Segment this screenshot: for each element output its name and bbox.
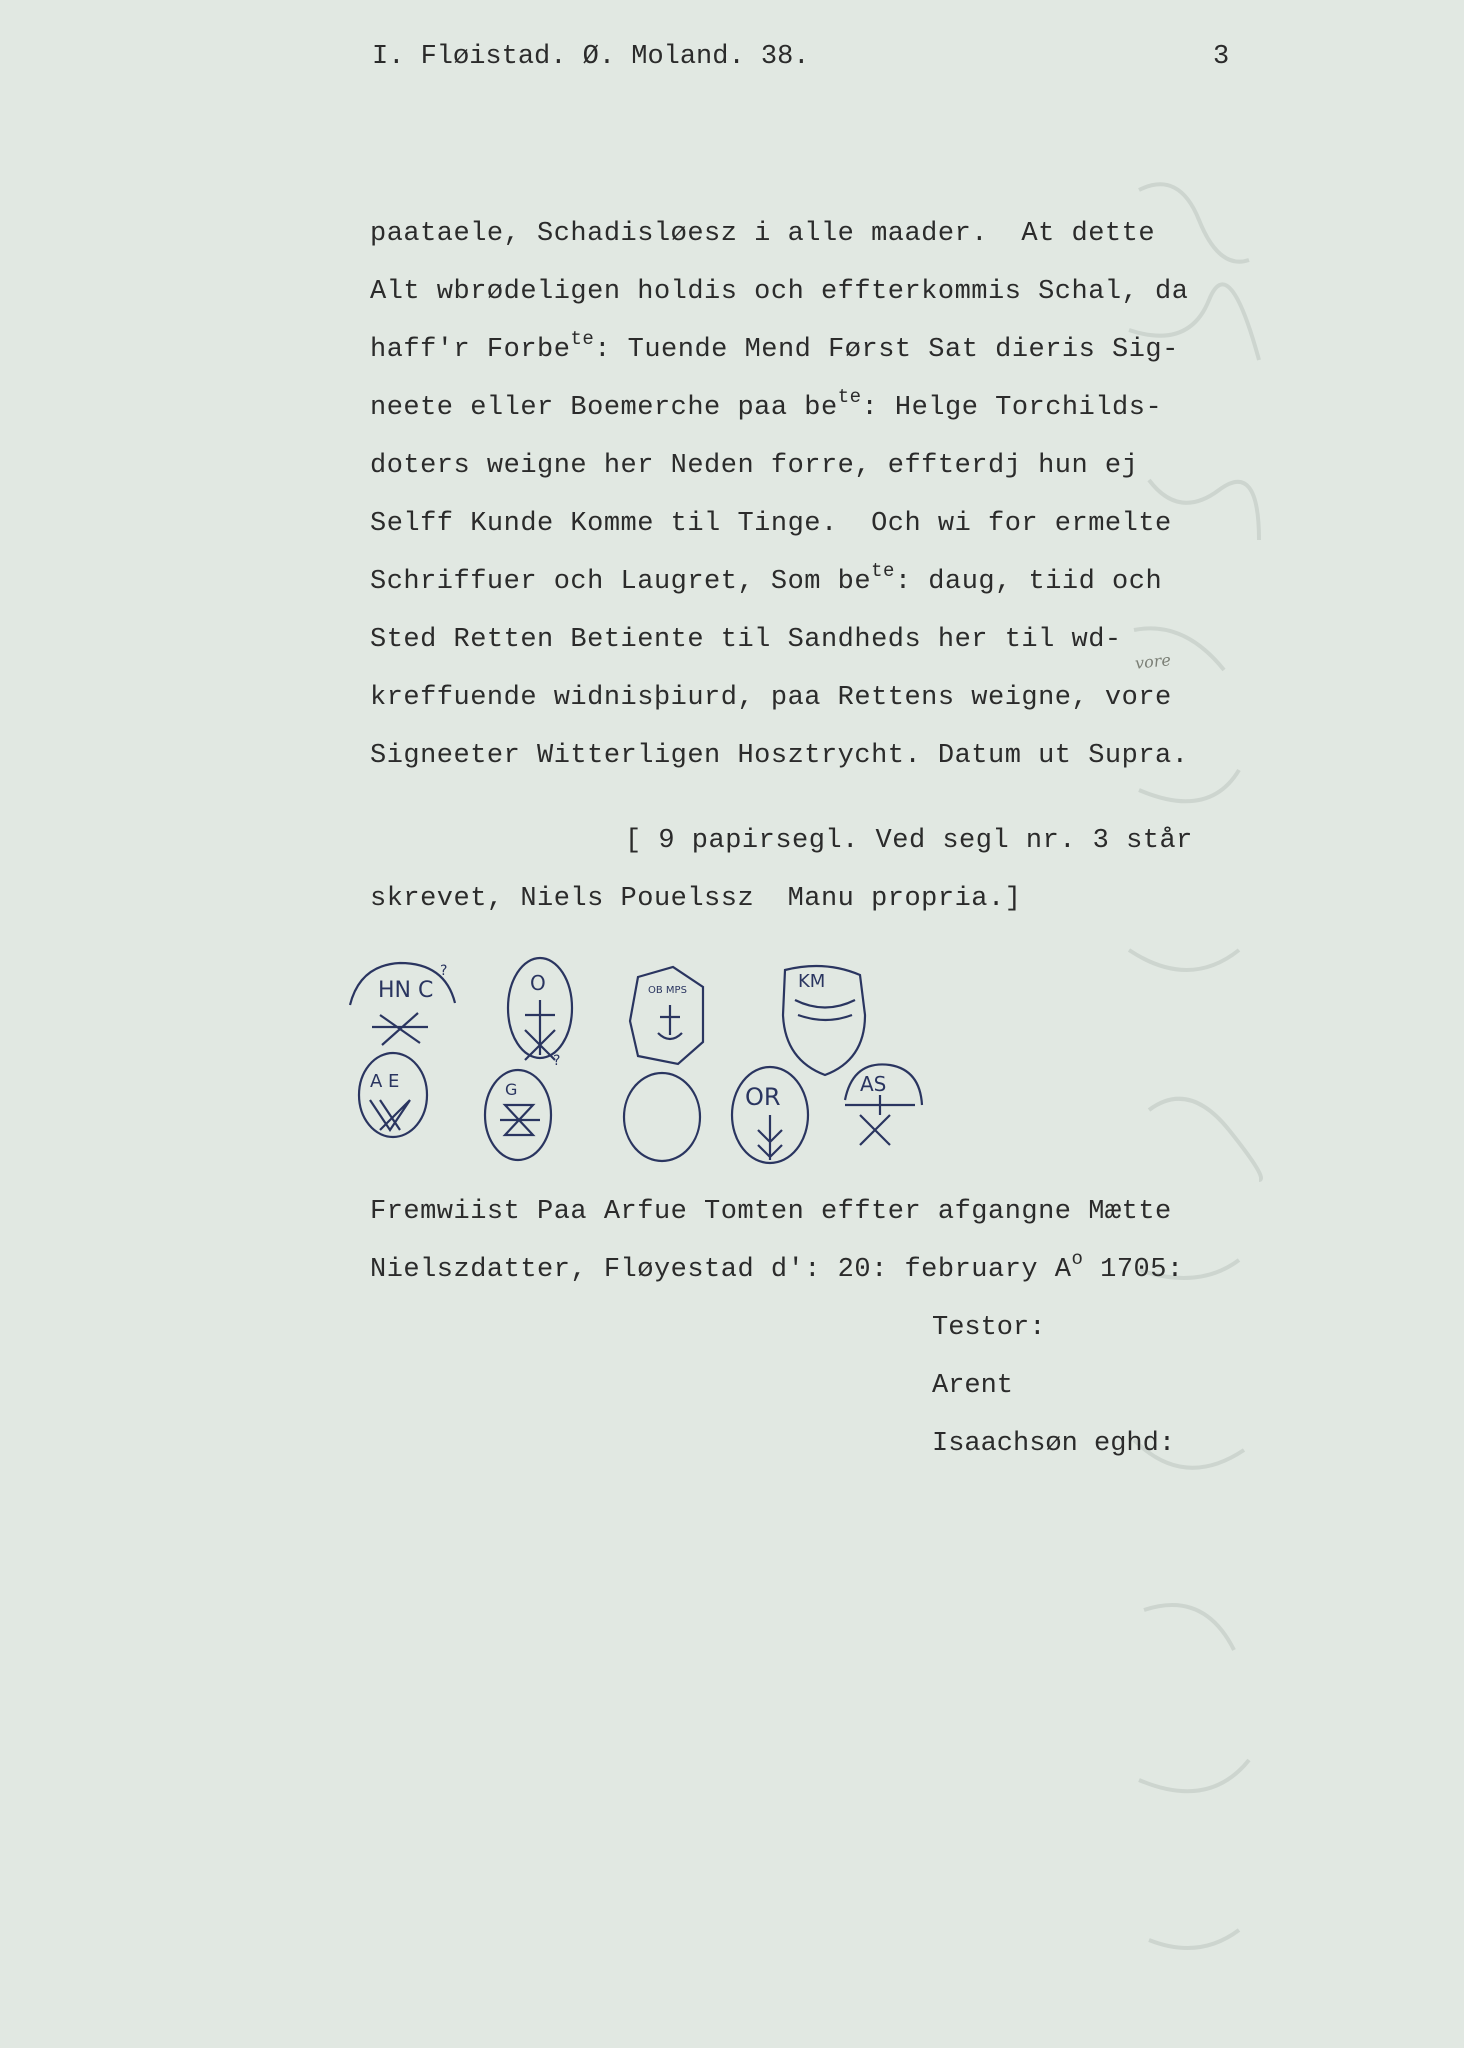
svg-text:G: G: [505, 1080, 518, 1099]
editorial-note-line-2: skrevet, Niels Pouelssz Manu propria.]: [370, 884, 1022, 914]
seal-6: [485, 1053, 560, 1160]
seal-8: [732, 1067, 808, 1163]
svg-text:HN C: HN C: [378, 978, 434, 1003]
seal-drawings: [340, 955, 940, 1185]
editorial-note-line-1: [ 9 papirsegl. Ved segl nr. 3 står: [625, 826, 1193, 856]
body-line-1: paataele, Schadisløesz i alle maader. At dette: [370, 219, 1156, 249]
seal-9: [845, 1064, 922, 1145]
svg-text:?: ?: [440, 963, 448, 979]
seal-3: [630, 967, 703, 1064]
body-line-3: haff'r Forbe$^{te}$: Tuende Mend Først Sat dieris Sig-: [370, 328, 1179, 365]
svg-text:AS: AS: [860, 1072, 887, 1096]
svg-text:A E: A E: [370, 1071, 400, 1092]
body-line-8: Sted Retten Betiente til Sandheds her til wd-: [370, 625, 1122, 655]
seal-1: [350, 963, 455, 1045]
body-line-9: kreffuende widnisþiurd, paa Rettens weigne, vore: [370, 683, 1172, 713]
bleed-through-texture: [1109, 150, 1289, 2030]
signer-first-name: Arent: [932, 1371, 1014, 1401]
svg-text:KM: KM: [798, 971, 826, 992]
page-number: 3: [1213, 42, 1230, 72]
page-header-title: I. Fløistad. Ø. Moland. 38.: [372, 42, 810, 72]
svg-text:OR: OR: [745, 1083, 781, 1111]
closing-line-1: Fremwiist Paa Arfue Tomten effter afgangne Mætte: [370, 1197, 1172, 1227]
testor-label: Testor:: [932, 1313, 1046, 1343]
signer-last-name: Isaachsøn eghd:: [932, 1429, 1176, 1459]
svg-text:?: ?: [553, 1053, 561, 1069]
seal-4: [783, 966, 865, 1075]
closing-line-2: Nielszdatter, Fløyestad d': 20: february $A^o$ 1705:: [370, 1248, 1184, 1285]
body-line-7: Schriffuer och Laugret, Som $be^{te}$: daug, tiid och: [370, 560, 1163, 597]
body-line-6: Selff Kunde Komme til Tinge. Och wi for ermelte: [370, 509, 1172, 539]
svg-text:O: O: [530, 971, 546, 995]
body-line-5: doters weigne her Neden forre, effterdj hun ej: [370, 451, 1139, 481]
body-line-4: neete eller Boemerche paa $be^{te}$: Helge Torchilds-: [370, 386, 1163, 423]
seal-2: [508, 958, 572, 1060]
svg-text:OB MPS: OB MPS: [648, 985, 687, 996]
seal-5: [359, 1053, 427, 1137]
seal-7: [624, 1073, 700, 1161]
body-line-2: Alt wbrødeligen holdis och effterkommis Schal, da: [370, 277, 1189, 307]
body-line-10: Signeeter Witterligen Hosztrycht. Datum ut Supra.: [370, 741, 1189, 771]
margin-annotation: vore: [1134, 650, 1172, 673]
